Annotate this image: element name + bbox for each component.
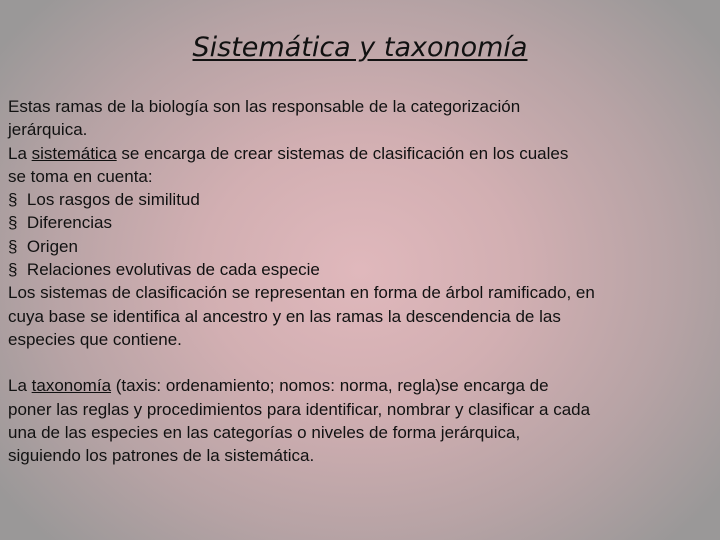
bullet-text: Relaciones evolutivas de cada especie — [26, 260, 320, 280]
paragraph-3-line-4: siguiendo los patrones de la sistemática. — [8, 446, 315, 466]
paragraph-2-line-3: especies que contiene. — [8, 329, 182, 349]
paragraph-1-line-4: se toma en cuenta: — [8, 166, 153, 186]
paragraph-1-line-3 — [8, 142, 712, 165]
paragraph-3-line-1 — [8, 374, 712, 397]
bullet-icon: § — [8, 260, 18, 280]
bullet-text: Origen — [26, 236, 78, 256]
text-segment: La — [8, 143, 32, 163]
paragraph-1-line-1: Estas ramas de la biología son las responsable de la categorización — [8, 97, 521, 116]
paragraph-3-line-3: una de las especies en las categorías o niveles de forma jerárquica, — [8, 422, 521, 442]
term-sistematica: sistemática — [31, 143, 117, 163]
bullet-item — [8, 235, 712, 258]
paragraph-2-line-1: Los sistemas de clasificación se representan en forma de árbol ramificado, en — [8, 283, 595, 303]
text-segment: se encarga de crear sistemas de clasificación en los cuales — [116, 143, 569, 163]
bullet-icon: § — [8, 190, 18, 210]
bullet-item — [8, 188, 712, 211]
paragraph-2-line-2: cuya base se identifica al ancestro y en las ramas la descendencia de las — [8, 306, 561, 326]
bullet-text: Los rasgos de similitud — [26, 190, 200, 210]
bullet-icon: § — [8, 213, 18, 233]
term-taxonomia: taxonomía — [31, 376, 112, 396]
paragraph-1-line-2: jerárquica. — [8, 120, 88, 140]
paragraph-3-line-2: poner las reglas y procedimientos para identificar, nombrar y clasificar a cada — [8, 399, 591, 419]
slide-body — [8, 95, 712, 467]
bullet-item — [8, 211, 712, 234]
text-segment: (taxis: ordenamiento; nomos: norma, regla)se encarga de — [111, 376, 549, 396]
text-segment: La — [8, 376, 32, 396]
bullet-icon: § — [8, 236, 18, 256]
slide-title: Sistemática y taxonomía — [192, 32, 528, 63]
bullet-item — [8, 258, 712, 281]
paragraph-gap — [8, 351, 712, 374]
bullet-text: Diferencias — [26, 213, 112, 233]
